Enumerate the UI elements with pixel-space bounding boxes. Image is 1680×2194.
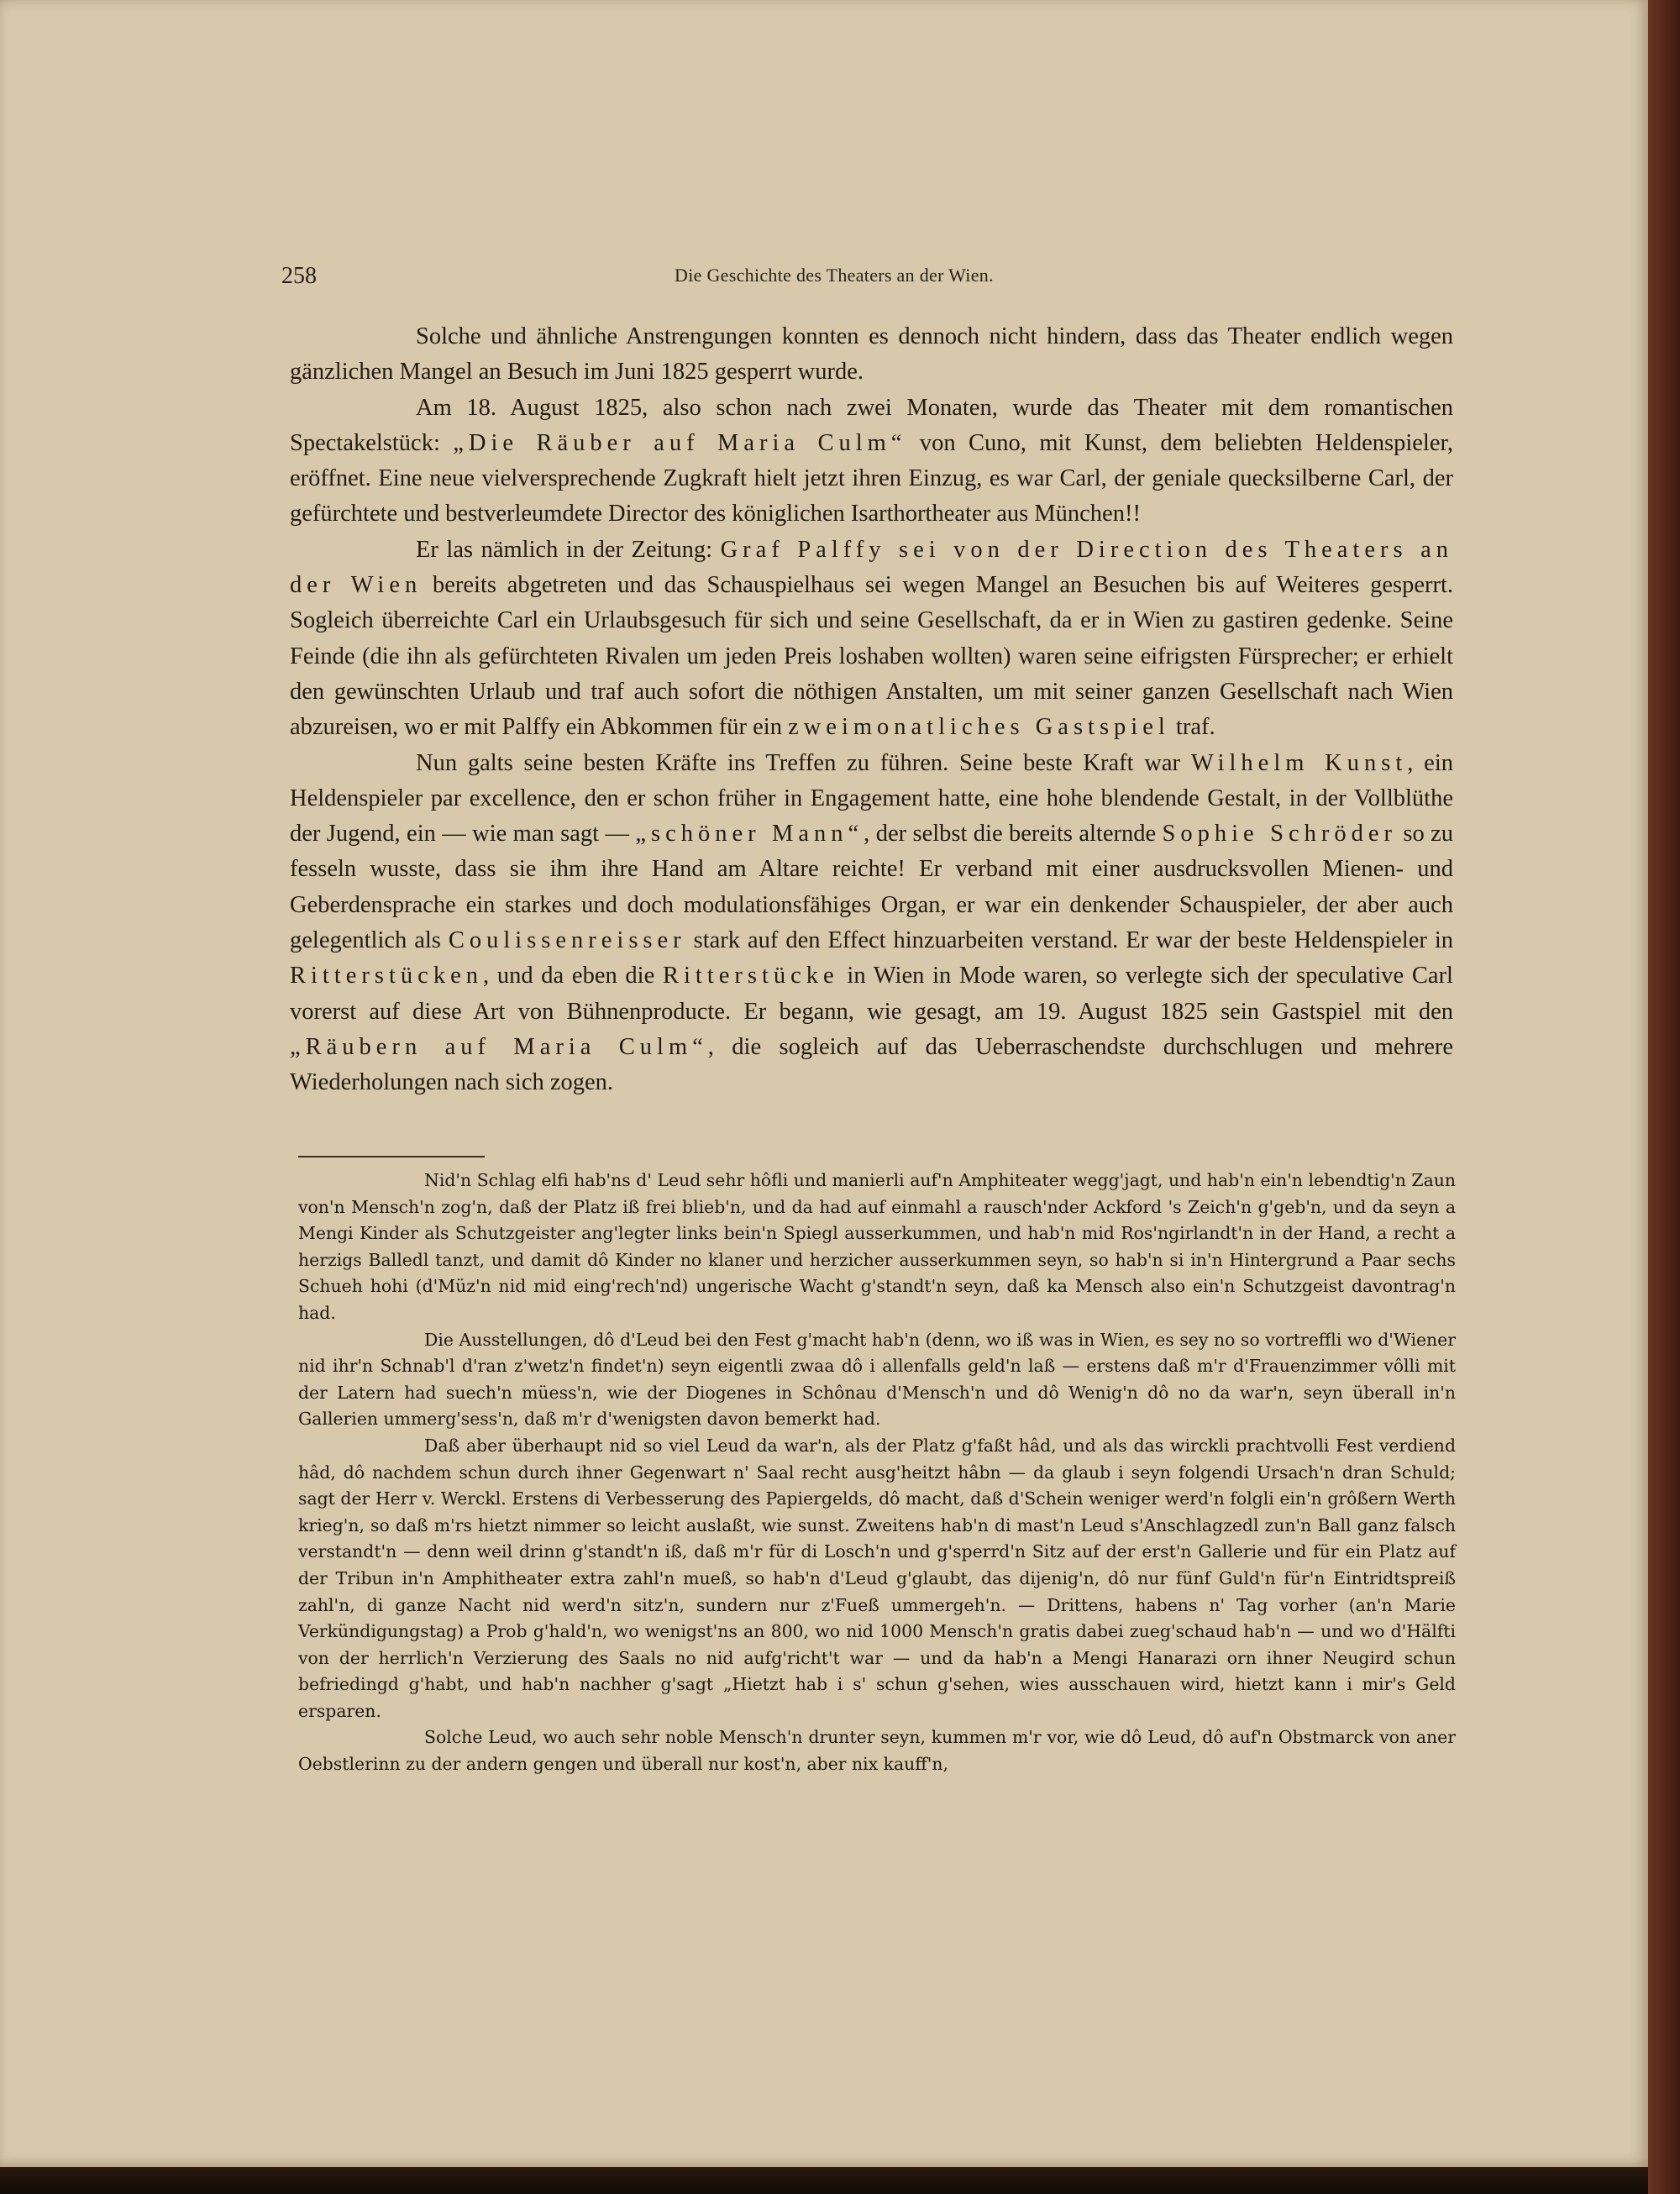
p4-text-i: stark auf den Effect hinzuarbeiten verstand. Er war der beste Heldenspieler in — [685, 927, 1453, 954]
p4-schoener-mann: „schöner Mann“ — [635, 821, 864, 848]
p4-text-c: , ein Heldenspieler par excellence, den er schon früher in Engagement hatte, eine hohe blendende Gestalt, in der Vollblüthe der Jugend, ein — wie man sagt — — [290, 749, 1453, 848]
footnote-2: Die Ausstellungen, dô d'Leud bei den Fest g'macht hab'n (denn, wo iß was in Wien, es sey no so vortreffli wo d'Wiener nid ihr'n Schnab'l d'ran z'wetz'n findet'n) seyn eigentli zwaa dô i allenfalls geld'n laß — erstens daß m'r d'Frauenzimmer vôlli mit der Latern had suech'n müess'n, wie der Diogenes in Schônau d'Mensch'n und dô Wenig'n dô no da war'n, seyn überall in'n Gallerien ummerg'sess'n, daß m'r d'wenigsten davon bemerkt had. — [298, 1329, 1456, 1430]
paragraph-3 — [290, 533, 1453, 746]
p4-text-a: Nun galts seine besten Kräfte ins Treffen zu führen. Seine beste Kraft war — [416, 749, 1191, 776]
p4-name-kunst: Wilhelm Kunst — [1190, 749, 1408, 776]
footnotes — [298, 1168, 1456, 1778]
p2-text-c: von Cuno, mit Kunst, dem beliebten Heldenspieler, eröffnet. Eine neue vielversprechende Zugkraft hielt jetzt ihren Einzug, es war Carl, der geniale quecksilberne Carl, der gefürchtete und bestverleumdete Director des königlichen Isarthortheater aus München!! — [290, 429, 1453, 528]
footnote-4: Solche Leud, wo auch sehr noble Mensch'n drunter seyn, kummen m'r vor, wie dô Leud, dô auf'n Obstmarck von aner Oebstlerinn zu der andern gengen und überall nur kost'n, aber nix kauff'n, — [298, 1727, 1456, 1775]
p3-text-e: traf. — [1169, 714, 1215, 741]
footnote-divider — [298, 1156, 485, 1157]
page-bottom-edge — [0, 2167, 1648, 2194]
p4-name-schroeder: Sophie Schröder — [1162, 821, 1397, 848]
p4-text-k: , und da eben die — [482, 963, 663, 989]
page-number: 258 — [281, 263, 317, 289]
p4-text-o: , die sogleich auf das Ueberraschendste durchschlugen und mehrere Wiederholungen nach sich zogen. — [290, 1033, 1453, 1096]
p3-text-a: Er las nämlich in der Zeitung: — [416, 536, 721, 563]
book-spine-edge — [1648, 0, 1680, 2194]
paragraph-1 — [290, 319, 1453, 391]
p2-text-a: Am 18. August 1825, also schon nach zwei Monaten, wurde das Theater mit dem romantischen Spectakelstück: — [290, 394, 1453, 456]
main-text — [290, 319, 1453, 1101]
p4-raeubern-title: „Räubern auf Maria Culm“ — [290, 1033, 708, 1060]
footnote-3: Daß aber überhaupt nid so viel Leud da war'n, als der Platz g'faßt hâd, und als das wirckli prachtvolli Fest verdiend hâd, dô nachdem schun durch ihner Gegenwart n' Saal recht ausg'heitzt hâbn — da glaub i seyn folgendi Ursach'n dran Schuld; sagt der Herr v. Werckl. Erstens di Verbesserung des Papiergelds, dô macht, daß d'Schein weniger werd'n folgli ein'n grôßern Werth krieg'n, so daß m'rs hietzt nimmer so leicht auslaßt, wie sunst. Zweitens hab'n di mast'n Leud s'Anschlagzedl zun'n Ball ganz falsch verstandt'n — denn weil drinn g'standt'n iß, daß m'r für di Losch'n und g'sperrd'n Sitz auf der erst'n Gallerie und für ein Platz auf der Tribun in'n Amphitheater extra zahl'n mueß, so hab'n d'Leud g'glaubt, das dijenig'n, dô nur fünf Guld'n für'n Eintridtspreiß zahl'n, di ganze Nacht nid werd'n sitz'n, sundern nur z'Fueß ummergeh'n. — Drittens, habens n' Tag vorher (an'n Marie Verkündigungstag) a Prob g'hald'n, wo wenigst'ns an 800, wo nid 1000 Mensch'n gratis dabei zueg'schaud hab'n — und wo d'Hälfti von der herrlich'n Verzierung des Saals no nid aufg'richt't war — und da hab'n a Mengi Hanarazi orn ihner Neugird schun befriedingd g'habt, und hab'n nachher g'sagt „Hietzt hab i s' schun g'sehen, wies ausschauen wird, hietzt kann i mir's Geld ersparen. — [298, 1435, 1456, 1721]
p3-text-c: bereits abgetreten und das Schauspielhaus sei wegen Mangel an Besuchen bis auf Weiteres gesperrt. Sogleich überreichte Carl ein Urlaubsgesuch für sich und seine Gesellschaft, da er in Wien zu gastiren gedenke. Seine Feinde (die ihn als gefürchteten Rivalen um jeden Preis loshaben wollten) waren seine eifrigsten Fürsprecher; er erhielt den gewünschten Urlaub und traf auch sofort die nöthigen Anstalten, um mit seiner ganzen Gesellschaft nach Wien abzureisen, wo er mit Palffy ein Abkommen für ein — [290, 572, 1454, 741]
paragraph-2 — [290, 391, 1453, 533]
paragraph-4 — [290, 746, 1453, 1101]
p4-ritterstuecke: Ritterstücke — [662, 963, 839, 989]
p4-text-e: , der selbst die bereits alternde — [864, 821, 1163, 848]
running-title: Die Geschichte des Theaters an der Wien. — [675, 265, 994, 286]
p4-ritterstuecken: Ritterstücken — [290, 963, 483, 989]
p4-text-g: so zu fesseln wusste, dass sie ihm ihre Hand am Altare reichte! Er verband mit einer ausdrucksvollen Mienen- und Geberdensprache ein starkes und doch modulationsfähiges Organ, er war ein denkender Schauspieler, der aber auch gelegentlich als — [290, 821, 1454, 954]
p4-text-m: in Wien in Mode waren, so verlegte sich der speculative Carl vorerst auf diese Art von Bühnenproducte. Er begann, wie gesagt, am 19. August 1825 sein Gastspiel mit den — [290, 963, 1453, 1025]
running-head — [281, 256, 1445, 290]
p3-spaced-quote: Graf Palffy sei von der Direction des Theaters an der Wien — [290, 536, 1453, 599]
p4-coulissenreisser: Coulissenreisser — [448, 927, 686, 954]
p2-play-title: „Die Räuber auf Maria Culm“ — [453, 429, 907, 456]
p3-spaced-gastspiel: zweimonatliches Gastspiel — [788, 714, 1170, 741]
footnote-1: Nid'n Schlag elfi hab'ns d' Leud sehr hôfli und manierli auf'n Amphiteater wegg'jagt, und hab'n ein'n lebendtig'n Zaun von'n Mensch'n zog'n, daß der Platz iß frei blieb'n, und da had auf einmahl a rausch'nder Ackford 's Zeich'n g'geb'n, und da seyn a Mengi Kinder als Schutzgeister ang'legter links bein'n Spiegl ausserkummen, und hab'n mid Ros'ngirlandt'n in der Hand, a recht a herzigs Balledl tanzt, und damit dô Kinder no klaner und herzicher ausserkummen seyn, so hab'n si in'n Hintergrund a Paar sechs Schueh hohi (d'Müz'n nid mid eing'rech'nd) ungerische Wacht g'standt'n seyn, daß ka Mensch also ein'n Schutzgeist davontrag'n had. — [298, 1170, 1456, 1323]
paragraph-1-text: Solche und ähnliche Anstrengungen konnten es dennoch nicht hindern, dass das Theater endlich wegen gänzlichen Mangel an Besuch im Juni 1825 gesperrt wurde. — [290, 323, 1453, 386]
